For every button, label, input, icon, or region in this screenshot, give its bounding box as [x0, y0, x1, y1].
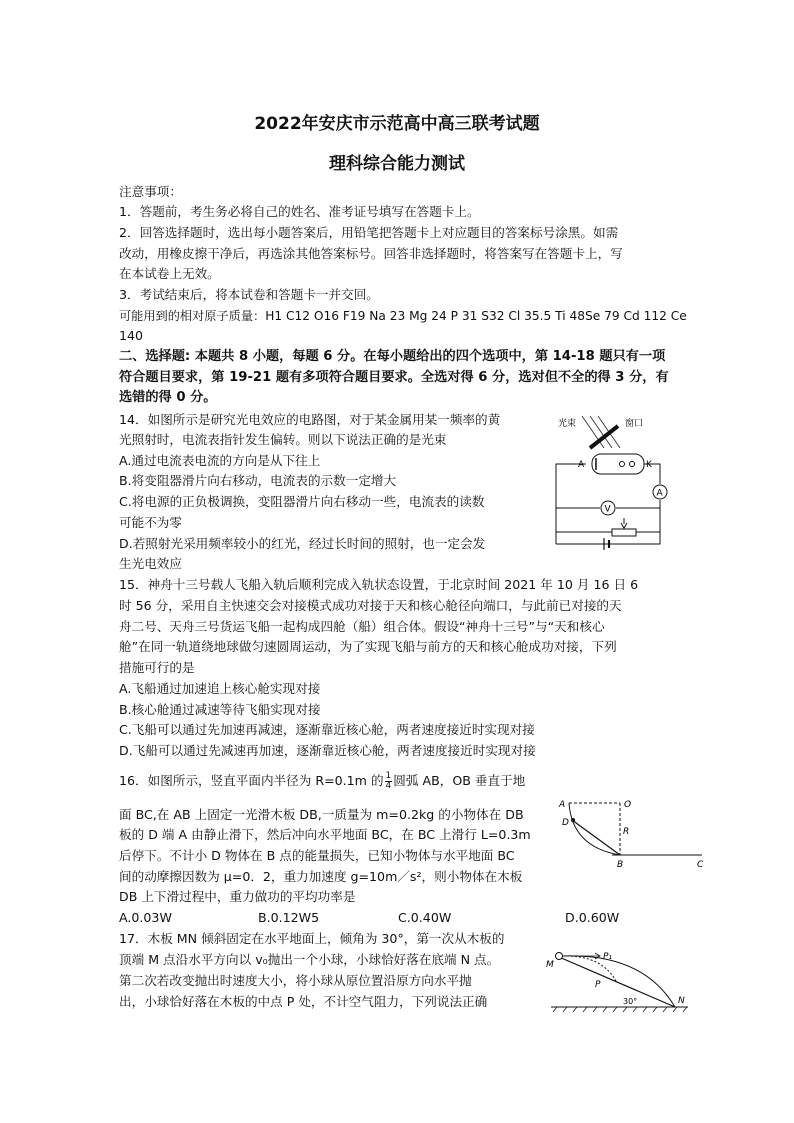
notes-heading: 注意事项： [119, 184, 182, 199]
ball [556, 953, 563, 960]
point-p1-label: P₁ [603, 952, 613, 962]
q15-stem-line-3: 舟二号、天舟三号货运飞船一起构成四舱（船）组合体。假设“神舟十三号”与“天和核心 [119, 619, 605, 634]
note-2-line-3: 在本试卷上无效。 [119, 266, 220, 281]
q14-option-a: A.通过电流表电流的方向是从下往上 [119, 453, 321, 468]
quarter-fraction [385, 772, 393, 791]
q14-stem-line-1: 14．如图所示是研究光电效应的电路图，对于某金属用某一频率的黄 [119, 412, 501, 427]
fraction-numerator: 1 [385, 771, 392, 781]
point-d-label: D [562, 818, 569, 828]
fraction-denominator: 4 [385, 781, 392, 791]
q15-option-a: A.飞船通过加速追上核心舱实现对接 [119, 681, 321, 696]
q16-stem-line-1-part-b: 圆弧 AB，OB 垂直于地 [393, 773, 526, 788]
section-heading-line-1: 二、选择题: 本题共 8 小题，每题 6 分。在每小题给出的四个选项中，第 14-18 题只有一项 [119, 349, 666, 364]
light-rays [582, 416, 620, 448]
section-heading-line-3: 选错的得 0 分。 [119, 390, 217, 405]
incline-mn [559, 957, 675, 1007]
q16-stem-line-1-part-a: 16．如图所示，竖直平面内半径为 R=0.1m 的 [119, 773, 384, 788]
q16-stem-line-6: DB 上下滑过程中，重力做功的平均功率是 [119, 889, 356, 904]
quarter-arc [569, 803, 620, 855]
point-a-label: A [559, 800, 566, 810]
point-o-label: O [624, 800, 632, 810]
atomic-masses-line-2: 140 [119, 328, 144, 343]
q17-stem-line-4: 出，小球恰好落在木板的中点 P 处，不计空气阻力，下列说法正确 [119, 994, 488, 1009]
radius-r-label: R [623, 827, 630, 837]
q14-option-d-line-1: D.若照射光采用频率较小的红光，经过长时间的照射，也一定会发 [119, 536, 486, 551]
angle-label: 30° [623, 997, 638, 1006]
q15-stem-line-2: 时 56 分，采用自主快速交会对接模式成功对接于天和核心舱径向端口，与此前已对接的天 [119, 598, 622, 613]
note-1: 1．答题前，考生务必将自己的姓名、准考证号填写在答题卡上。 [119, 204, 480, 219]
q16-arc-diagram [552, 795, 712, 870]
note-2-line-2: 改动，用橡皮擦干净后，再选涂其他答案标号。回答非选择题时，将答案写在答题卡上，写 [119, 246, 623, 261]
point-c-label: C [697, 860, 704, 870]
note-2-line-1: 2．回答选择题时，选出每小题答案后，用铅笔把答题卡上对应题目的答案标号涂黑。如需 [119, 225, 619, 240]
q15-option-c: C.飞船可以通过先加速再减速，逐渐靠近核心舱，两者速度接近时实现对接 [119, 722, 535, 737]
light-beam-label: 光束 [558, 419, 577, 429]
point-m-label: M [546, 960, 554, 970]
metal-plate [590, 426, 618, 448]
q17-stem-line-2: 顶端 M 点沿水平方向以 v₀抛出一个小球，小球恰好落在底端 N 点。 [119, 952, 500, 967]
voltmeter-label: V [604, 504, 611, 515]
q15-option-b: B.核心舱通过减速等待飞船实现对接 [119, 702, 321, 717]
exam-subtitle: 理科综合能力测试 [329, 154, 465, 174]
q14-circuit-diagram [552, 412, 672, 562]
q17-incline-diagram [543, 945, 693, 1015]
q16-stem-line-4: 后停下。不计小 D 物体在 B 点的能量损失，已知小物体与水平地面 BC [119, 848, 515, 863]
board-db [572, 820, 620, 855]
point-p-label: P [595, 980, 601, 990]
section-heading-line-2: 符合题目要求，第 19-21 题有多项符合题目要求。全选对得 6 分，选对但不全的得 3 分，有 [119, 370, 669, 385]
q16-option-b: B.0.12W5 [258, 910, 320, 925]
q15-option-d: D.飞船可以通过先减速再加速，逐渐靠近核心舱，两者速度接近时实现对接 [119, 743, 536, 758]
window-label: 窗口 [625, 419, 644, 429]
note-3: 3．考试结束后，将本试卷和答题卡一并交回。 [119, 287, 379, 302]
atomic-masses-line-1: 可能用到的相对原子质量：H1 C12 O16 F19 Na 23 Mg 24 P 31 S32 Cl 35.5 Ti 48Se 79 Cd 112 Ce [119, 309, 687, 323]
q16-option-c: C.0.40W [398, 910, 452, 925]
ammeter-label: A [656, 488, 663, 499]
exam-title: 2022年安庆市示范高中高三联考试题 [254, 114, 540, 134]
q17-stem-line-3: 第二次若改变抛出时速度大小，将小球从原位置沿原方向水平抛 [119, 973, 472, 988]
q14-option-c-line-2: 可能不为零 [119, 515, 182, 530]
q14-stem-line-2: 光照射时，电流表指针发生偏转。则以下说法正确的是光束 [119, 432, 447, 447]
point-n-label: N [678, 996, 685, 1006]
q16-option-a: A.0.03W [119, 910, 172, 925]
phototube [592, 454, 644, 474]
rheostat-icon [612, 529, 636, 536]
q16-option-d: D.0.60W [565, 910, 620, 925]
q17-stem-line-1: 17．木板 MN 倾斜固定在水平地面上，倾角为 30°，第一次从木板的 [119, 931, 505, 946]
q16-stem-line-1 [119, 772, 525, 791]
q14-option-c-line-1: C.将电源的正负极调换，变阻器滑片向右移动一些，电流表的读数 [119, 494, 485, 509]
q14-option-b: B.将变阻器滑片向右移动，电流表的示数一定增大 [119, 473, 397, 488]
q16-stem-line-5: 间的动摩擦因数为 μ=0．2，重力加速度 g=10m／s²，则小物体在木板 [119, 869, 523, 884]
point-b-label: B [617, 860, 624, 870]
ground-hatching [553, 1007, 687, 1012]
cathode-label: K [646, 460, 652, 470]
anode-label: A [578, 460, 585, 470]
block [571, 818, 575, 822]
q15-stem-line-1: 15．神舟十三号载人飞船入轨后顺利完成入轨状态设置，于北京时间 2021 年 10 月 16 日 6 [119, 577, 639, 592]
q16-stem-line-2: 面 BC,在 AB 上固定一光滑木板 DB,一质量为 m=0.2kg 的小物体在 DB [119, 807, 524, 822]
q15-stem-line-4: 舱”在同一轨道绕地球做匀速圆周运动，为了实现飞船与前方的天和核心舱成功对接，下列 [119, 639, 617, 654]
q15-stem-line-5: 措施可行的是 [119, 660, 195, 675]
q16-stem-line-3: 板的 D 端 A 由静止滑下，然后冲向水平地面 BC，在 BC 上滑行 L=0.3m [119, 827, 531, 842]
q14-option-d-line-2: 生光电效应 [119, 556, 182, 571]
